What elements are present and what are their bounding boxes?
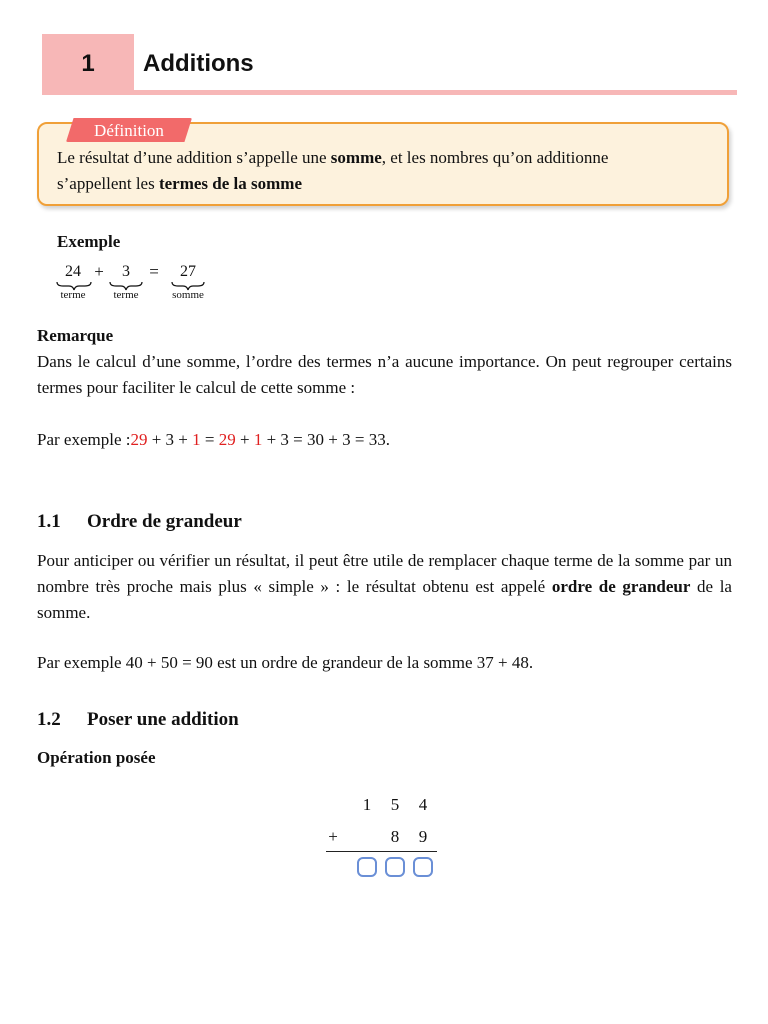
example-term2: 3 (122, 263, 130, 280)
remark-text: Dans le calcul d’une somme, l’ordre des termes n’a aucune importance. On peut regrouper certains termes pour faciliter le calcul de cette somme : (37, 352, 732, 397)
example-label-somme: somme (172, 289, 204, 301)
digit: 8 (390, 827, 400, 846)
subsection-title: Poser une addition (87, 709, 239, 730)
paragraph-text: de la somme. (37, 577, 732, 622)
digit: 5 (390, 795, 400, 814)
digit: 4 (418, 795, 428, 814)
math-text: + (235, 430, 254, 449)
definition-text-part: Le résultat d’une addition s’appelle une (57, 148, 331, 167)
highlight-1: 1 (192, 430, 201, 449)
definition-term-termes: termes de la somme (158, 174, 302, 193)
math-text: = (200, 430, 219, 449)
order-of-magnitude-text (37, 548, 732, 626)
definition-text-part: s’appellent les (57, 174, 159, 193)
sum-line (326, 851, 437, 852)
plus-sign: + (328, 827, 338, 846)
order-of-magnitude-example: Par exemple 40 + 50 = 90 est un ordre de grandeur de la somme 37 + 48. (37, 653, 534, 672)
example-label-terme1: terme (60, 289, 86, 301)
highlight-1: 1 (253, 430, 263, 449)
remark-heading: Remarque (37, 326, 114, 345)
posed-operation-heading: Opération posée (37, 748, 156, 767)
section-number: 1 (81, 50, 95, 77)
highlight-29: 29 (218, 430, 236, 449)
term-ordre-de-grandeur: ordre de grandeur (551, 577, 691, 596)
digit: 9 (418, 827, 428, 846)
definition-tab-label: Définition (94, 121, 164, 140)
remark-example (37, 427, 732, 453)
paragraph-text: Pour anticiper ou vérifier un résultat, il peut être utile de remplacer chaque terme de la somme par un nombre très proche mais plus « simple » : le résultat obtenu est appelé (37, 551, 732, 596)
subsection-number: 1.2 (37, 709, 61, 730)
example-equals: = (149, 262, 159, 281)
example-heading: Exemple (57, 232, 121, 251)
answer-box[interactable] (385, 857, 405, 877)
section-title: Additions (143, 50, 254, 77)
definition-term-somme: somme (330, 148, 382, 167)
math-text: + 3 + (147, 430, 193, 449)
answer-box[interactable] (413, 857, 433, 877)
math-text: + 3 = 30 + 3 = 33. (262, 430, 390, 449)
highlight-29: 29 (130, 430, 148, 449)
example-term1: 24 (65, 263, 81, 280)
example-label-terme2: terme (113, 289, 139, 301)
section-rule (42, 90, 737, 95)
remark-example-prefix: Par exemple : (37, 430, 131, 449)
digit: 1 (362, 795, 372, 814)
example-result: 27 (180, 263, 196, 280)
example-plus: + (94, 262, 104, 281)
definition-text (57, 145, 722, 197)
subsection-title: Ordre de grandeur (87, 511, 242, 532)
definition-text-part: , et les nombres qu’on additionne (381, 148, 609, 167)
subsection-number: 1.1 (37, 511, 61, 532)
answer-box[interactable] (357, 857, 377, 877)
section-header (42, 34, 737, 96)
